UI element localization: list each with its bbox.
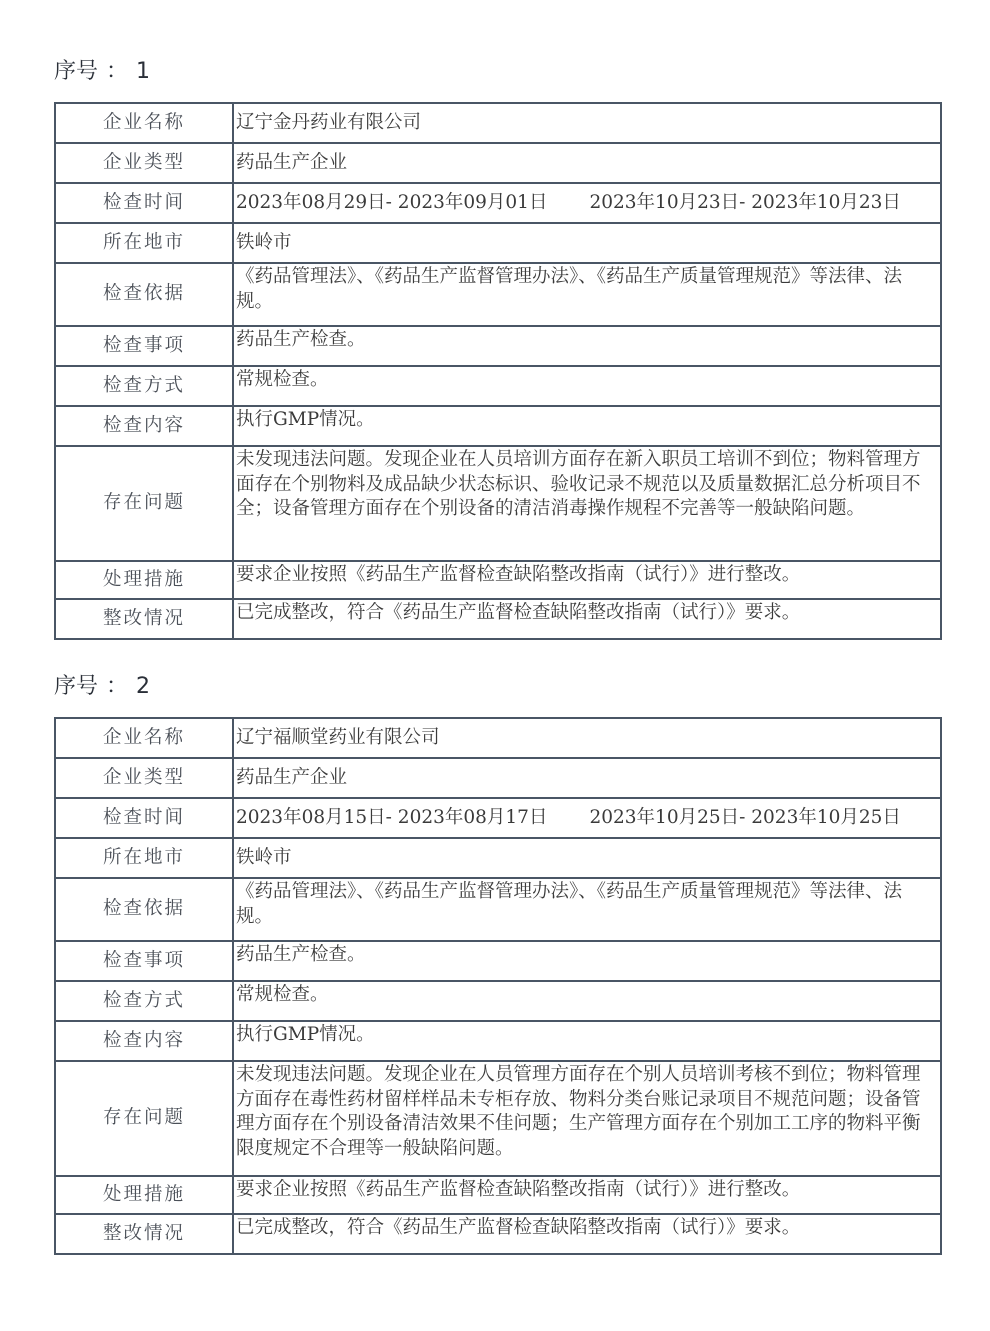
company-type-value: 药品生产企业 <box>233 143 941 183</box>
table-row <box>55 406 941 446</box>
table-row <box>55 941 941 981</box>
table-row <box>55 878 941 941</box>
field-label: 检查内容 <box>55 1021 233 1061</box>
table-row <box>55 143 941 183</box>
company-type-value: 药品生产企业 <box>233 758 941 798</box>
table-row <box>55 838 941 878</box>
inspection-time-range-2: 2023年10月23日- 2023年10月23日 <box>589 191 901 213</box>
issues-value: 未发现违法问题。发现企业在人员管理方面存在个别人员培训考核不到位；物料管理方面存在毒性药材留样样品未专柜存放、物料分类台账记录项目不规范问题；设备管理方面存在个别设备清洁效果不佳问题；生产管理方面存在个别加工工序的物料平衡限度规定不合理等一般缺陷问题。 <box>233 1061 941 1176</box>
inspection-time-value <box>233 798 941 838</box>
inspection-record-2 <box>54 673 942 1255</box>
company-name-value: 辽宁金丹药业有限公司 <box>233 103 941 143</box>
field-label: 所在地市 <box>55 838 233 878</box>
table-row <box>55 326 941 366</box>
field-label: 检查时间 <box>55 798 233 838</box>
inspection-item-value: 药品生产检查。 <box>233 941 941 981</box>
field-label: 企业名称 <box>55 103 233 143</box>
issues-value: 未发现违法问题。发现企业在人员培训方面存在新入职员工培训不到位；物料管理方面存在个别物料及成品缺少状态标识、验收记录不规范以及质量数据汇总分析项目不全；设备管理方面存在个别设备的清洁消毒操作规程不完善等一般缺陷问题。 <box>233 446 941 561</box>
field-label: 处理措施 <box>55 1176 233 1214</box>
table-row <box>55 561 941 599</box>
field-label: 处理措施 <box>55 561 233 599</box>
field-label: 检查事项 <box>55 941 233 981</box>
field-label: 检查事项 <box>55 326 233 366</box>
record-heading-label: 序号 <box>54 59 99 84</box>
field-label: 检查方式 <box>55 981 233 1021</box>
inspection-method-value: 常规检查。 <box>233 366 941 406</box>
table-row <box>55 798 941 838</box>
record-number: 1 <box>136 59 151 84</box>
inspection-time-range-2: 2023年10月25日- 2023年10月25日 <box>589 806 901 828</box>
table-row <box>55 183 941 223</box>
field-label: 检查依据 <box>55 878 233 941</box>
table-row <box>55 1061 941 1176</box>
location-value: 铁岭市 <box>233 838 941 878</box>
company-name-value: 辽宁福顺堂药业有限公司 <box>233 718 941 758</box>
rectification-value: 已完成整改，符合《药品生产监督检查缺陷整改指南（试行）》要求。 <box>233 599 941 639</box>
inspection-time-range-1: 2023年08月15日- 2023年08月17日 <box>236 806 548 828</box>
table-row <box>55 366 941 406</box>
field-label: 检查时间 <box>55 183 233 223</box>
field-label: 检查内容 <box>55 406 233 446</box>
record-heading-colon: ： <box>106 674 129 699</box>
field-label: 检查方式 <box>55 366 233 406</box>
table-row <box>55 1021 941 1061</box>
inspection-content-value: 执行GMP情况。 <box>233 406 941 446</box>
table-row <box>55 599 941 639</box>
table-row <box>55 1214 941 1254</box>
inspection-basis-value: 《药品管理法》、《药品生产监督管理办法》、《药品生产质量管理规范》等法律、法规。 <box>233 878 941 941</box>
table-row <box>55 981 941 1021</box>
inspection-record-1 <box>54 58 942 640</box>
field-label: 企业类型 <box>55 758 233 798</box>
measures-value: 要求企业按照《药品生产监督检查缺陷整改指南（试行）》进行整改。 <box>233 1176 941 1214</box>
table-row <box>55 103 941 143</box>
field-label: 企业类型 <box>55 143 233 183</box>
inspection-basis-value: 《药品管理法》、《药品生产监督管理办法》、《药品生产质量管理规范》等法律、法规。 <box>233 263 941 326</box>
table-row <box>55 263 941 326</box>
table-row <box>55 223 941 263</box>
field-label: 整改情况 <box>55 599 233 639</box>
table-row <box>55 758 941 798</box>
inspection-time-range-1: 2023年08月29日- 2023年09月01日 <box>236 191 548 213</box>
table-row <box>55 1176 941 1214</box>
inspection-content-value: 执行GMP情况。 <box>233 1021 941 1061</box>
inspection-table <box>54 717 942 1255</box>
field-label: 存在问题 <box>55 446 233 561</box>
inspection-method-value: 常规检查。 <box>233 981 941 1021</box>
record-heading <box>54 673 942 701</box>
measures-value: 要求企业按照《药品生产监督检查缺陷整改指南（试行）》进行整改。 <box>233 561 941 599</box>
field-label: 所在地市 <box>55 223 233 263</box>
inspection-time-value <box>233 183 941 223</box>
field-label: 企业名称 <box>55 718 233 758</box>
record-heading-colon: ： <box>106 59 129 84</box>
field-label: 整改情况 <box>55 1214 233 1254</box>
field-label: 存在问题 <box>55 1061 233 1176</box>
table-row <box>55 718 941 758</box>
rectification-value: 已完成整改，符合《药品生产监督检查缺陷整改指南（试行）》要求。 <box>233 1214 941 1254</box>
inspection-item-value: 药品生产检查。 <box>233 326 941 366</box>
record-heading <box>54 58 942 86</box>
record-number: 2 <box>136 674 151 699</box>
record-heading-label: 序号 <box>54 674 99 699</box>
inspection-table <box>54 102 942 640</box>
field-label: 检查依据 <box>55 263 233 326</box>
location-value: 铁岭市 <box>233 223 941 263</box>
table-row <box>55 446 941 561</box>
